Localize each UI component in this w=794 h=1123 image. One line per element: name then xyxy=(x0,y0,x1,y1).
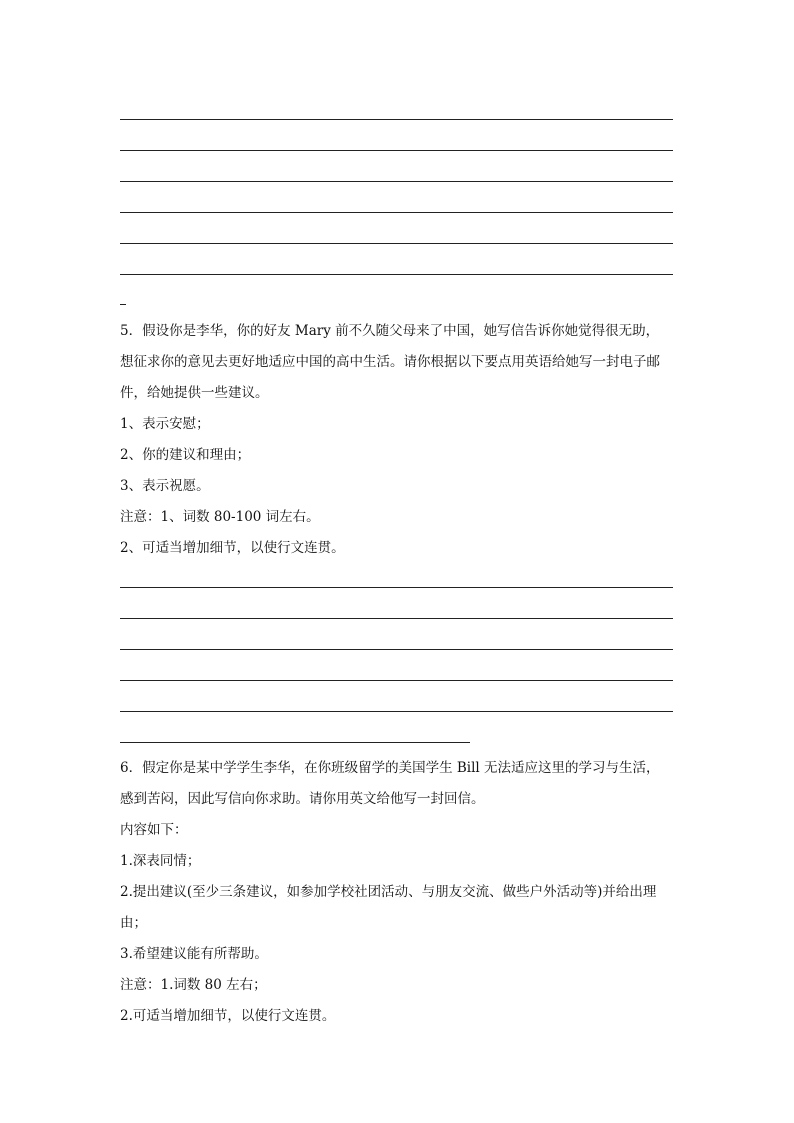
q5-line: 5．假设你是李华，你的好友 Mary 前不久随父母来了中国，她写信告诉你她觉得很无助， xyxy=(120,323,660,339)
q5-line: 1、表示安慰； xyxy=(120,416,210,432)
q6-line: 由； xyxy=(120,915,147,931)
separator-dash xyxy=(120,304,126,305)
q6-line: 内容如下： xyxy=(120,822,188,838)
q5-line: 2、你的建议和理由； xyxy=(120,447,251,463)
answer-line xyxy=(120,742,470,743)
answer-line xyxy=(120,680,673,681)
answer-line xyxy=(120,212,673,213)
answer-line xyxy=(120,711,673,712)
q6-line: 3.希望建议能有所帮助。 xyxy=(120,946,268,962)
q5-line: 3、表示祝愿。 xyxy=(120,478,210,494)
answer-line xyxy=(120,150,673,151)
answer-line xyxy=(120,618,673,619)
answer-line xyxy=(120,274,673,275)
q5-line: 注意：1、词数 80-100 词左右。 xyxy=(120,509,320,525)
q6-line: 感到苦闷，因此写信向你求助。请你用英文给他写一封回信。 xyxy=(120,791,485,807)
answer-line xyxy=(120,181,673,182)
q5-line: 2、可适当增加细节，以使行文连贯。 xyxy=(120,540,345,556)
q6-line: 注意：1.词数 80 左右； xyxy=(120,977,267,993)
q6-line: 1.深表同情； xyxy=(120,853,201,869)
q6-line: 2.提出建议(至少三条建议，如参加学校社团活动、与朋友交流、做些户外活动等)并给出理 xyxy=(120,884,657,900)
q5-line: 件，给她提供一些建议。 xyxy=(120,385,269,401)
answer-line xyxy=(120,649,673,650)
answer-line xyxy=(120,119,673,120)
q6-line: 2.可适当增加细节，以使行文连贯。 xyxy=(120,1008,336,1024)
answer-line xyxy=(120,587,673,588)
answer-line xyxy=(120,243,673,244)
q5-line: 想征求你的意见去更好地适应中国的高中生活。请你根据以下要点用英语给她写一封电子邮 xyxy=(120,354,660,370)
q6-line: 6．假定你是某中学学生李华，在你班级留学的美国学生 Bill 无法适应这里的学习与生活， xyxy=(120,760,660,776)
